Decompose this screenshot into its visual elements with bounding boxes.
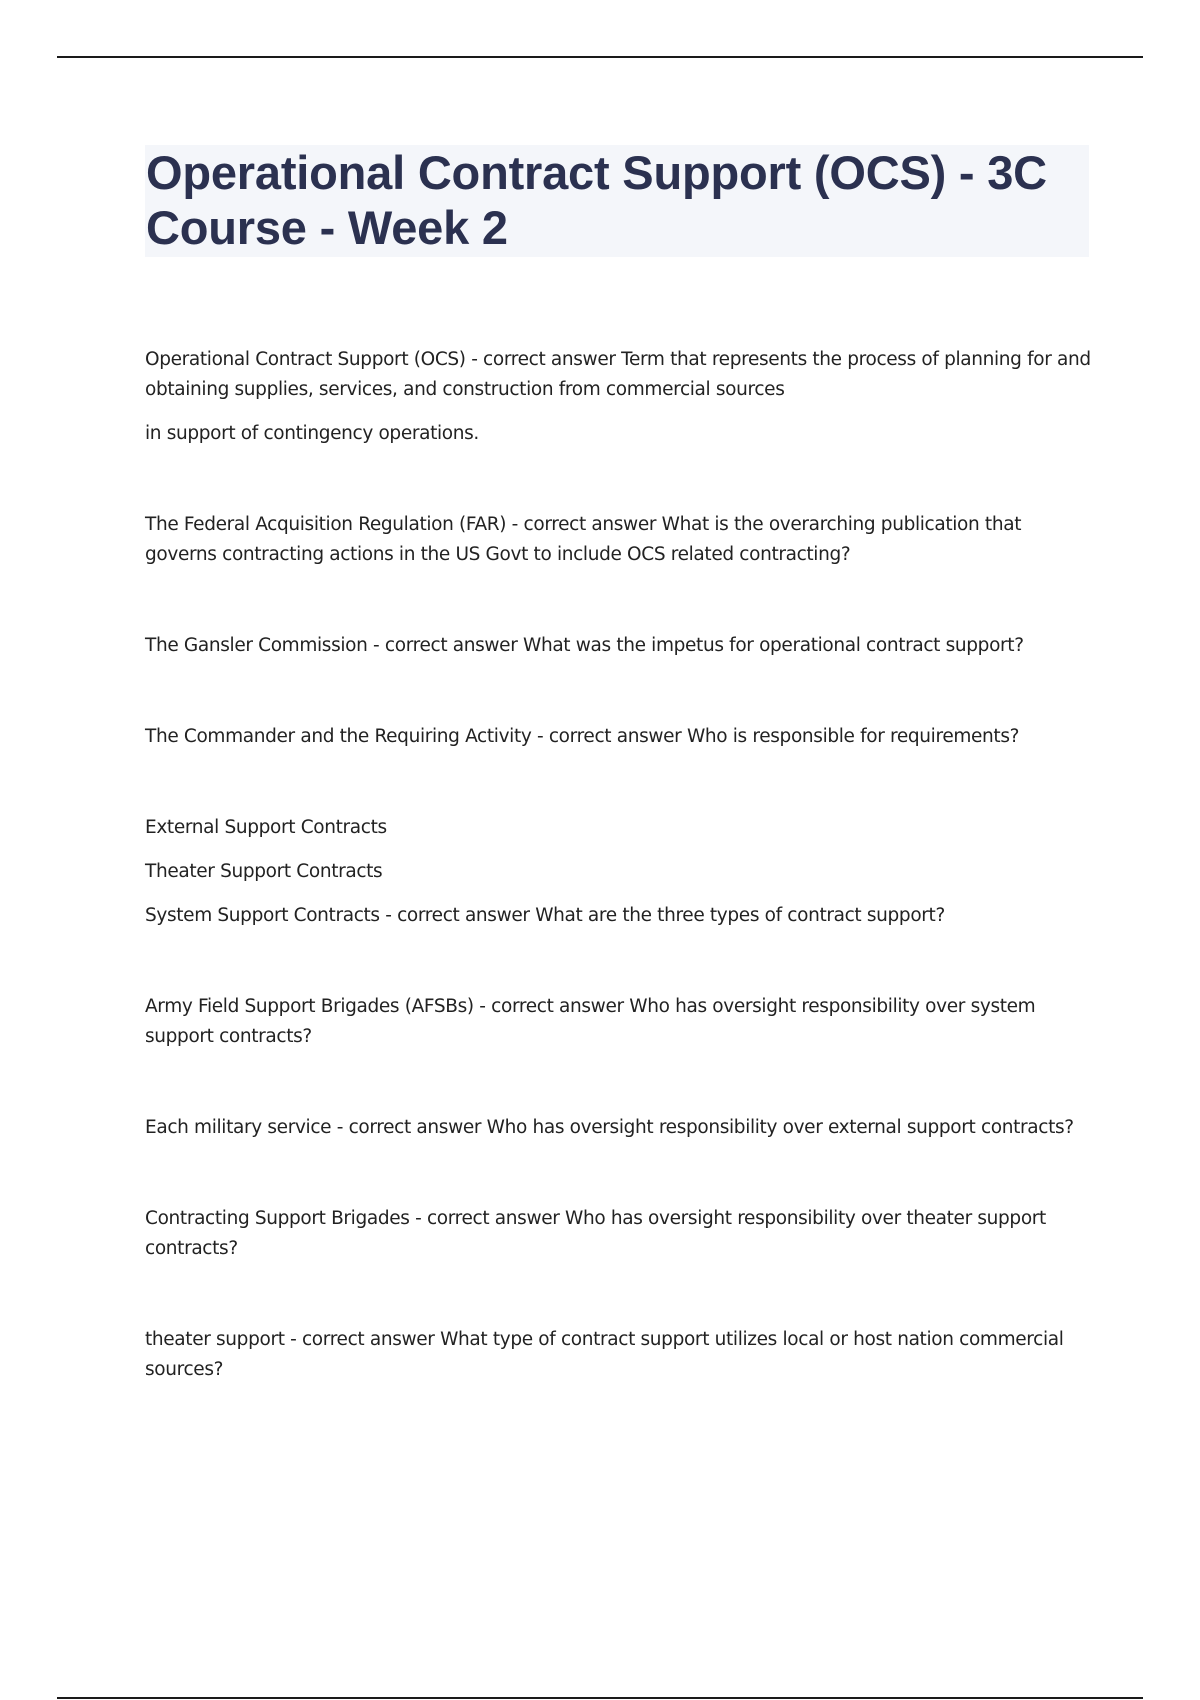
- qa-text: The Federal Acquisition Regulation (FAR) - correct answer What is the overarching publication that governs contracting actions in the US Govt to include OCS related contracting?: [145, 514, 1022, 565]
- qa-text: Each military service - correct answer Who has oversight responsibility over external support contracts?: [145, 1117, 1074, 1138]
- qa-text: Army Field Support Brigades (AFSBs) - correct answer Who has oversight responsibility over system support contracts?: [145, 996, 1036, 1047]
- qa-entry-ocs: [145, 345, 1095, 449]
- qa-entry-contract-types: [145, 813, 1095, 931]
- qa-text: Theater Support Contracts: [145, 861, 383, 882]
- page-title: Operational Contract Support (OCS) - 3C Course - Week 2: [146, 146, 1047, 254]
- qa-text: Contracting Support Brigades - correct answer Who has oversight responsibility over theater support contracts?: [145, 1208, 1046, 1259]
- bottom-divider: [57, 1697, 1143, 1699]
- qa-text: in support of contingency operations.: [145, 423, 479, 444]
- qa-list: [145, 345, 1095, 1385]
- qa-text: The Gansler Commission - correct answer What was the impetus for operational contract support?: [145, 635, 1024, 656]
- qa-text: theater support - correct answer What type of contract support utilizes local or host nation commercial sources?: [145, 1329, 1064, 1380]
- qa-text: System Support Contracts - correct answer What are the three types of contract support?: [145, 905, 945, 926]
- qa-entry-commander: [145, 722, 1095, 752]
- title-block: [145, 145, 1089, 257]
- top-divider: [57, 56, 1143, 58]
- qa-entry-military-service: [145, 1113, 1095, 1143]
- qa-entry-afsb: [145, 992, 1095, 1052]
- qa-entry-csb: [145, 1204, 1095, 1264]
- qa-text: External Support Contracts: [145, 817, 387, 838]
- qa-text: Operational Contract Support (OCS) - correct answer Term that represents the process of planning for and obtaining supplies, services, and construction from commercial sources: [145, 349, 1091, 400]
- qa-entry-far: [145, 510, 1095, 570]
- qa-text: The Commander and the Requiring Activity - correct answer Who is responsible for requirements?: [145, 726, 1020, 747]
- qa-entry-theater-support: [145, 1325, 1095, 1385]
- qa-entry-gansler: [145, 631, 1095, 661]
